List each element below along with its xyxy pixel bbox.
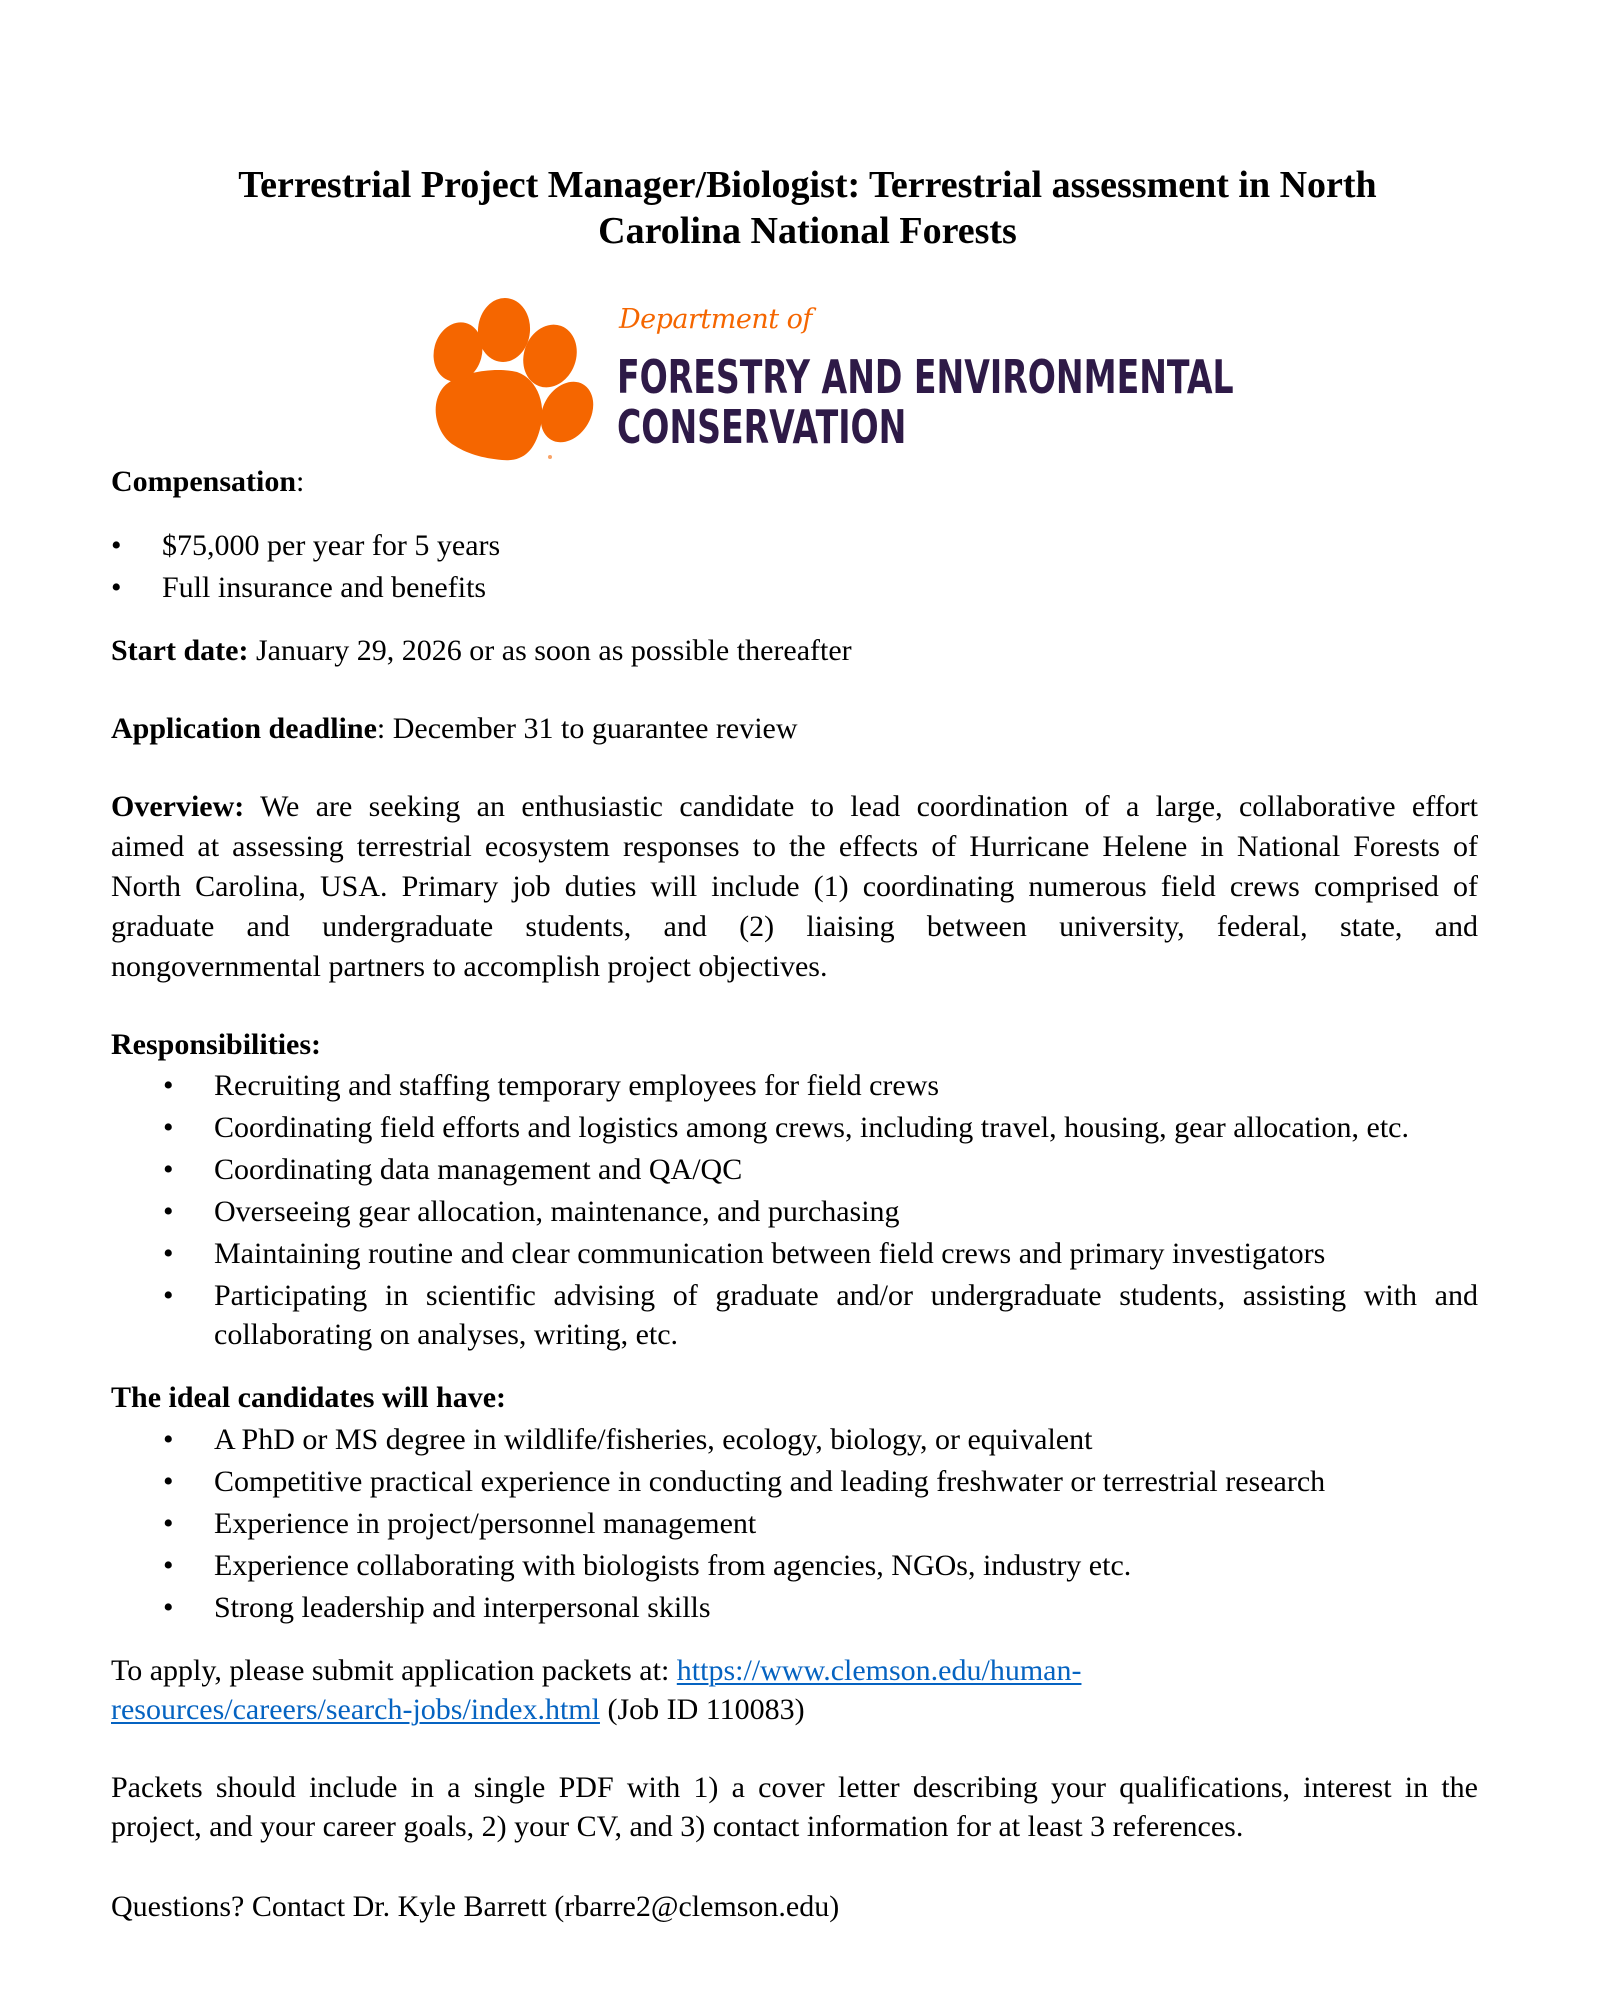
packets-line: Packets should include in a single PDF with 1) a cover letter describing your qualifications, interest in the [111, 1771, 1478, 1804]
responsibilities-heading: Responsibilities: [111, 1028, 322, 1061]
compensation-colon: : [296, 465, 305, 498]
logo-line-forestry: FORESTRY AND ENVIRONMENTAL [617, 350, 1234, 404]
start-date [111, 631, 852, 671]
list-item: Experience in project/personnel management [214, 1507, 757, 1540]
job-id: (Job ID 110083) [599, 1693, 805, 1726]
application-link-continued[interactable]: resources/careers/search-jobs/index.html [111, 1693, 600, 1726]
deadline-value: : December 31 to guarantee review [376, 712, 798, 745]
start-date-label: Start date: [111, 634, 249, 667]
bullet-icon: • [163, 1237, 174, 1270]
list-item: Coordinating field efforts and logistics among crews, including travel, housing, gear allocation, etc. [214, 1111, 1409, 1144]
contact-line: Questions? Contact Dr. Kyle Barrett (rbarre2@clemson.edu) [111, 1890, 840, 1923]
overview-line: graduate and undergraduate students, and (2) liaising between university, federal, state, and [111, 910, 1478, 943]
compensation-label: Compensation [111, 465, 297, 498]
compensation-heading [111, 462, 304, 502]
list-item: Experience collaborating with biologists from agencies, NGOs, industry etc. [214, 1549, 1132, 1582]
ideal-candidates-heading: The ideal candidates will have: [111, 1381, 507, 1414]
apply-line-1 [111, 1651, 1081, 1691]
compensation-item: Full insurance and benefits [162, 571, 487, 604]
overview-line: aimed at assessing terrestrial ecosystem responses to the effects of Hurricane Helene in National Forests of [111, 830, 1478, 863]
start-date-value: January 29, 2026 or as soon as possible thereafter [248, 634, 852, 667]
apply-prefix: To apply, please submit application packets at: [111, 1654, 677, 1687]
logo-line-conservation: CONSERVATION [617, 400, 907, 454]
page-title-line-2: Carolina National Forests [598, 210, 1017, 252]
bullet-icon: • [111, 529, 122, 562]
compensation-item: $75,000 per year for 5 years [162, 529, 501, 562]
list-item: Strong leadership and interpersonal skills [214, 1591, 711, 1624]
deadline-label: Application deadline [111, 712, 377, 745]
bullet-icon: • [163, 1423, 174, 1456]
bullet-icon: • [111, 571, 122, 604]
apply-line-2 [111, 1690, 805, 1730]
bullet-icon: • [163, 1279, 174, 1312]
list-item-continuation: collaborating on analyses, writing, etc. [214, 1318, 679, 1351]
overview-line: North Carolina, USA. Primary job duties will include (1) coordinating numerous field crews comprised of [111, 870, 1478, 903]
packets-line: project, and your career goals, 2) your CV, and 3) contact information for at least 3 references. [111, 1810, 1244, 1843]
overview-line [111, 787, 1478, 827]
overview-text: We are seeking an enthusiastic candidate to lead coordination of a large, collaborative effort [244, 790, 1478, 823]
bullet-icon: • [163, 1549, 174, 1582]
page-title-line-1: Terrestrial Project Manager/Biologist: Terrestrial assessment in North [238, 164, 1377, 206]
overview-label: Overview: [111, 790, 245, 823]
bullet-icon: • [163, 1153, 174, 1186]
logo-department-prefix: Department of [619, 304, 812, 335]
list-item: Competitive practical experience in conducting and leading freshwater or terrestrial research [214, 1465, 1326, 1498]
application-deadline [111, 709, 798, 749]
bullet-icon: • [163, 1069, 174, 1102]
bullet-icon: • [163, 1465, 174, 1498]
application-link[interactable]: https://www.clemson.edu/human- [676, 1654, 1082, 1687]
tiger-paw-icon [422, 294, 602, 466]
list-item: Coordinating data management and QA/QC [214, 1153, 743, 1186]
bullet-icon: • [163, 1111, 174, 1144]
list-item: Overseeing gear allocation, maintenance, and purchasing [214, 1195, 900, 1228]
list-item: Participating in scientific advising of graduate and/or undergraduate students, assisting with and [214, 1279, 1478, 1312]
list-item: Maintaining routine and clear communication between field crews and primary investigators [214, 1237, 1326, 1270]
list-item: A PhD or MS degree in wildlife/fisheries, ecology, biology, or equivalent [214, 1423, 1093, 1456]
list-item: Recruiting and staffing temporary employees for field crews [214, 1069, 940, 1102]
overview-line: nongovernmental partners to accomplish project objectives. [111, 950, 828, 983]
bullet-icon: • [163, 1591, 174, 1624]
bullet-icon: • [163, 1507, 174, 1540]
bullet-icon: • [163, 1195, 174, 1228]
